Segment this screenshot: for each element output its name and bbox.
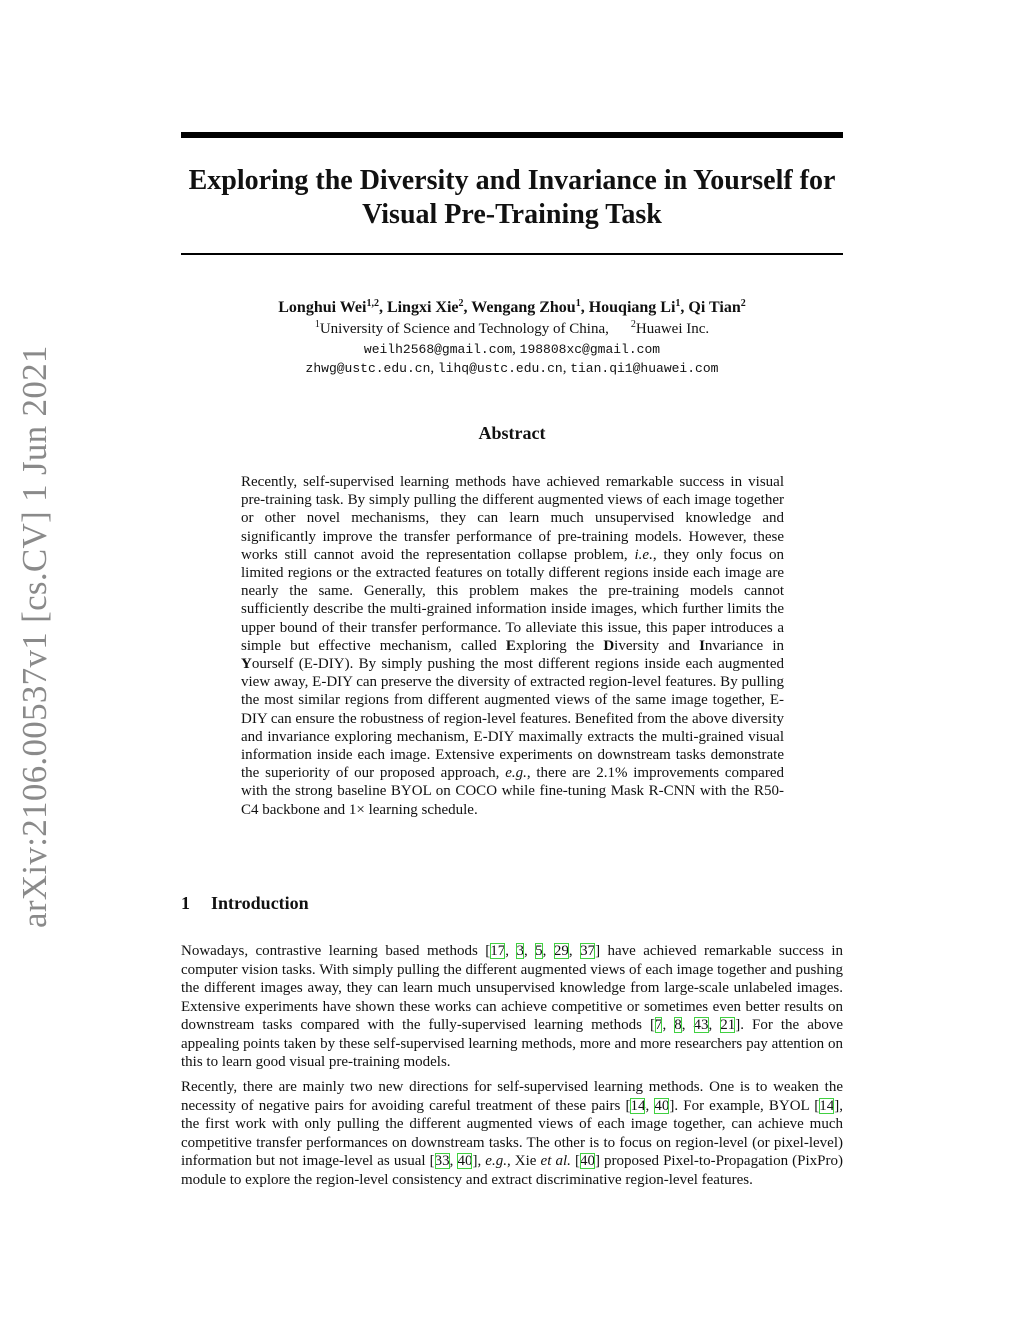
- citation-link[interactable]: 17: [490, 943, 506, 959]
- author-sup: 2: [740, 298, 746, 309]
- citation-link[interactable]: 33: [434, 1153, 450, 1169]
- citation-link[interactable]: 40: [579, 1153, 595, 1169]
- author-sup: 1,2: [366, 298, 379, 309]
- citation-link[interactable]: 40: [457, 1153, 473, 1169]
- title-rule-top: [181, 132, 843, 138]
- citation-link[interactable]: 37: [580, 943, 596, 959]
- abstract-body: Recently, self-supervised learning methods have achieved remarkable success in visual pre-training task. By simply pulling the different augmented views of each image together or other novel mechanisms, they can learn much unsupervised knowledge and significantly improve the transfer performance of pre-training models. However, these works still cannot avoid the representation collapse problem, i.e., they only focus on limited regions or the extracted features on totally different regions inside each image are nearly the same. Generally, this problem makes the pre-training models cannot sufficiently describe the multi-grained information inside images, which further limits the upper bound of their transfer performance. To alleviate this issue, this paper introduces a simple but effective mechanism, called Exploring the Diversity and Invariance in Yourself (E-DIY). By simply pushing the most different regions inside each augmented view away, E-DIY can preserve the diversity of extracted region-level features. By pulling the most similar regions from different augmented views of the same image together, E-DIY can ensure the robustness of region-level features. Benefited from the above diversity and invariance exploring mechanism, E-DIY maximally extracts the multi-grained visual information inside each image. Extensive experiments on downstream tasks demonstrate the superiority of our proposed approach, e.g., there are 2.1% improvements compared with the strong baseline BYOL on COCO while fine-tuning Mask R-CNN with the R50-C4 backbone and 1× learning schedule.: [241, 474, 785, 818]
- intro-paragraph-1: Nowadays, contrastive learning based methods [17, 3, 5, 29, 37] have achieved remarkable success in computer vision tasks. With simply pulling the different augmented views of each image together and pushing the different images away, they can learn much unsupervised knowledge from large-scale unlabeled images. Extensive experiments have shown these works can achieve competitive or sometimes even better results on downstream tasks compared with the fully-supervised learning methods [7, 8, 43, 21]. For the above appealing points taken by these self-supervised learning methods, more and more researchers pay attention on this to learn good visual pre-training models.: [181, 943, 844, 1070]
- citation-link[interactable]: 5: [535, 943, 543, 959]
- citation-link[interactable]: 7: [654, 1017, 663, 1033]
- abstract-heading: Abstract: [478, 423, 546, 443]
- citation-link[interactable]: 21: [720, 1017, 736, 1033]
- citation-link[interactable]: 3: [516, 943, 524, 959]
- arxiv-stamp: arXiv:2106.00537v1 [cs.CV] 1 Jun 2021: [15, 345, 54, 928]
- author-name: Longhui Wei: [278, 299, 367, 316]
- author-name: Wengang Zhou: [471, 299, 576, 316]
- affil-sup: 1: [314, 319, 320, 330]
- affil-sup: 2: [630, 319, 636, 330]
- paper-title: [160, 164, 864, 232]
- affil-name: University of Science and Technology of China,: [319, 321, 609, 337]
- title-line-2: Visual Pre-Training Task: [362, 199, 662, 230]
- author-name: Houqiang Li: [588, 299, 676, 316]
- email[interactable]: zhwg@ustc.edu.cn: [305, 361, 431, 376]
- citation-link[interactable]: 40: [654, 1097, 670, 1114]
- intro-paragraph-2: Recently, there are mainly two new directions for self-supervised learning methods. One is to weaken the necessity of negative pairs for avoiding careful treatment of these pairs [14, 40]. For example, BYOL [14], the first work with only pulling the different augmented views of each image together, can achieve much competitive transfer performances on downstream tasks. The other is to focus on region-level (or pixel-level) information but not image-level as usual [33, 40], e.g., Xie et al. [40] proposed Pixel-to-Propagation (PixPro) module to explore the region-level consistency and extract discriminative region-level features.: [181, 1079, 843, 1188]
- email[interactable]: tian.qi1@huawei.com: [570, 361, 719, 376]
- author-name: Qi Tian: [688, 299, 741, 316]
- citation-link[interactable]: 43: [693, 1017, 709, 1033]
- citation-link[interactable]: 14: [630, 1097, 646, 1114]
- email[interactable]: lihq@ustc.edu.cn: [437, 361, 563, 376]
- affiliations: [181, 320, 843, 339]
- section-title: Introduction: [211, 893, 309, 913]
- email[interactable]: weilh2568@gmail.com: [363, 342, 513, 357]
- author-sup: 1: [675, 298, 681, 309]
- section-number: 1: [181, 893, 190, 913]
- author-emails: weilh2568@gmail.com, 198808xc@gmail.com zhwg@ustc.edu.cn, lihq@ustc.edu.cn, tian.qi1@huawei.com: [305, 341, 719, 376]
- email[interactable]: 198808xc@gmail.com: [519, 342, 661, 357]
- citation-link[interactable]: 8: [674, 1017, 682, 1033]
- section-heading-introduction: [181, 893, 309, 914]
- author-sup: 2: [458, 298, 464, 309]
- citation-link[interactable]: 14: [819, 1097, 835, 1114]
- author-list: Longhui Wei$^{1,2}$, Lingxi Xie$^2$, Wengang Zhou$^1$, Houqiang Li$^1$, Qi Tian$^2$: [278, 298, 746, 316]
- citation-link[interactable]: 29: [553, 943, 569, 959]
- title-rule-bottom: [181, 253, 843, 255]
- title-line-1: Exploring the Diversity and Invariance in Yourself for: [188, 165, 836, 196]
- author-sup: 1: [575, 298, 581, 309]
- affil-name: Huawei Inc.: [635, 321, 710, 337]
- author-name: Lingxi Xie: [386, 299, 459, 316]
